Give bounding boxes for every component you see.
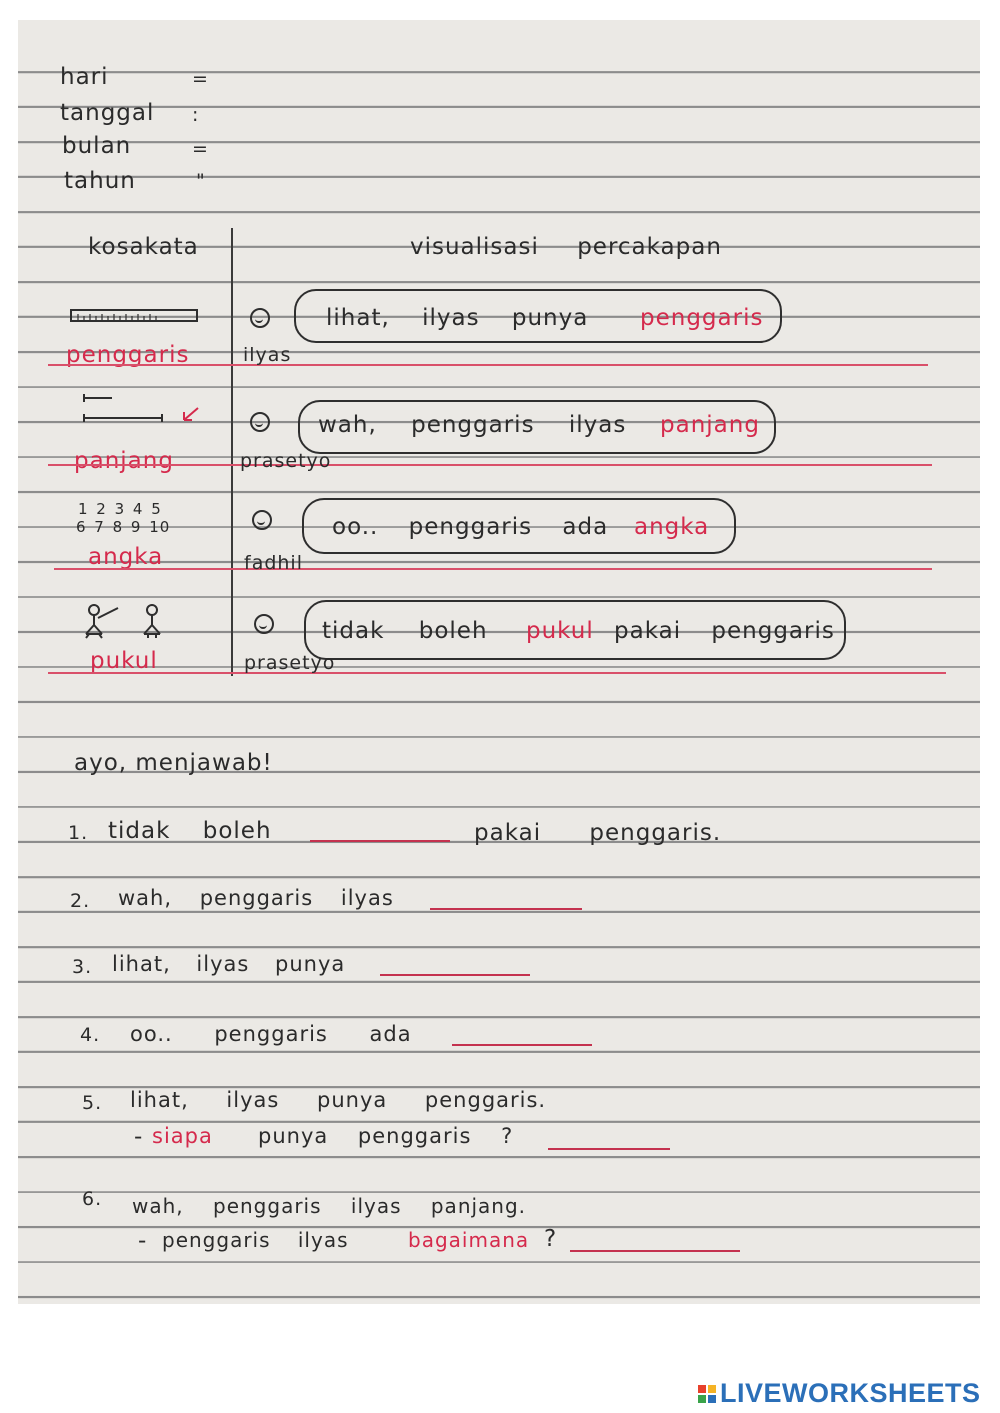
question-text: pakai penggaris. [474, 820, 722, 846]
bubble-text: pakai penggaris [614, 618, 835, 644]
speaker-face-icon [254, 614, 274, 634]
speaker-name: ilyas [243, 344, 292, 366]
question-text: oo.. penggaris ada [130, 1022, 412, 1046]
question-number: 4. [80, 1024, 101, 1046]
bubble-text: tidak boleh [322, 618, 488, 644]
exercise-heading: ayo, menjawab! [74, 750, 273, 776]
bubble-keyword: panjang [660, 412, 760, 438]
question-dash: - [134, 1124, 144, 1150]
answer-blank-6[interactable] [570, 1250, 740, 1252]
question-text: wah, penggaris ilyas [118, 886, 394, 910]
question-number: 6. [82, 1188, 103, 1210]
question-number: 1. [68, 822, 89, 844]
question-text: punya penggaris ? [258, 1124, 514, 1148]
question-number: 3. [72, 956, 93, 978]
bubble-text: oo.. penggaris ada [332, 514, 609, 540]
question-number: 2. [70, 890, 91, 912]
field-sep: " [196, 170, 206, 192]
ruler-icon [70, 308, 200, 324]
number-grid-line: 6 7 8 9 10 [76, 518, 171, 536]
answer-blank-3[interactable] [380, 974, 530, 976]
speaker-name: fadhil [244, 552, 303, 574]
speaker-name: prasetyo [240, 450, 332, 472]
answer-blank-2[interactable] [430, 908, 582, 910]
question-text: lihat, ilyas punya [112, 952, 346, 976]
table-divider [231, 228, 233, 676]
question-dash: - [138, 1228, 148, 1254]
question-text: penggaris ilyas [162, 1228, 349, 1252]
field-label-hari: hari [60, 64, 109, 90]
bubble-keyword: angka [634, 514, 710, 540]
vocab-word: angka [88, 544, 164, 570]
field-sep: : [192, 104, 200, 126]
hit-figures-icon [80, 600, 170, 642]
speaker-face-icon [250, 308, 270, 328]
number-grid-line: 1 2 3 4 5 [78, 500, 162, 518]
bubble-text: wah, penggaris ilyas [318, 412, 627, 438]
row-separator [48, 364, 928, 366]
question-number: 5. [82, 1092, 103, 1114]
answer-blank-4[interactable] [452, 1044, 592, 1046]
field-sep: = [192, 138, 209, 160]
brand-name: LIVEWORKSHEETS [720, 1378, 981, 1408]
field-sep: = [192, 68, 209, 90]
question-text: lihat, ilyas punya penggaris. [130, 1088, 547, 1112]
field-label-tanggal: tanggal [60, 100, 155, 126]
question-text: tidak boleh [108, 818, 272, 844]
column-header-kosakata: kosakata [88, 234, 199, 260]
speaker-name: prasetyo [244, 652, 336, 674]
question-text: wah, penggaris ilyas panjang. [132, 1194, 527, 1218]
answer-blank-1[interactable] [310, 840, 450, 842]
field-label-tahun: tahun [64, 168, 136, 194]
bubble-keyword: penggaris [640, 305, 764, 331]
logo-tiles-icon [698, 1385, 716, 1403]
bubble-text: lihat, ilyas punya [326, 305, 589, 331]
speaker-face-icon [250, 412, 270, 432]
worksheet-paper [18, 20, 980, 1304]
vocab-word: penggaris [66, 342, 190, 368]
long-line-icon [80, 390, 210, 426]
speaker-face-icon [252, 510, 272, 530]
question-keyword: siapa [152, 1124, 213, 1148]
question-text: ? [544, 1226, 558, 1252]
row-separator [54, 568, 932, 570]
row-separator [48, 464, 932, 466]
vocab-word: pukul [90, 648, 158, 674]
answer-blank-5[interactable] [548, 1148, 670, 1150]
column-header-visualisasi: visualisasi percakapan [410, 234, 722, 260]
field-label-bulan: bulan [62, 133, 132, 159]
liveworksheets-logo[interactable] [698, 1378, 981, 1409]
question-keyword: bagaimana [408, 1228, 530, 1252]
row-separator [48, 672, 946, 674]
vocab-word: panjang [74, 448, 174, 474]
bubble-keyword: pukul [526, 618, 594, 644]
